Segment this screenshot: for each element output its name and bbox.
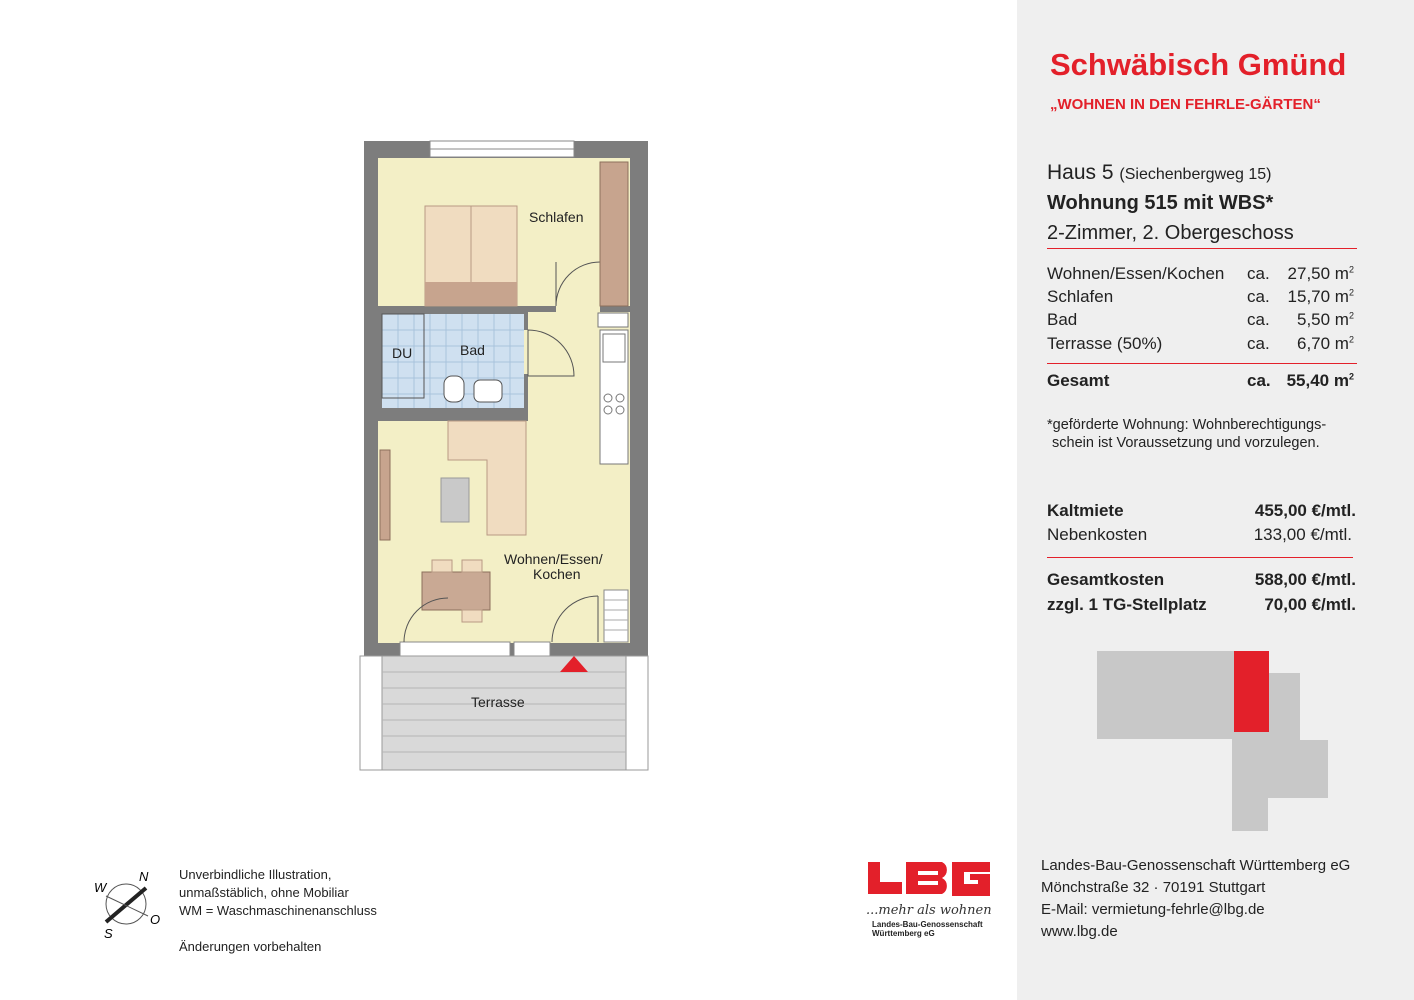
total-cost-value: 588,00 €/mtl.	[1254, 570, 1356, 589]
total-cost-label: Gesamtkosten	[1047, 570, 1165, 589]
total-value-text: 55,40 m	[1286, 371, 1349, 390]
wbs-note	[1047, 416, 1326, 452]
label-schlafen: Schlafen	[529, 209, 584, 225]
area-value: 6,70 m	[1297, 334, 1349, 353]
company-name: Landes-Bau-Genossenschaft Württemberg eG	[1041, 857, 1351, 874]
total-value	[1270, 371, 1354, 391]
area-value-0	[1270, 264, 1354, 284]
total-label: Gesamt	[1047, 371, 1110, 390]
info-sidebar	[1017, 0, 1414, 1000]
divider-2	[1047, 363, 1357, 364]
area-value: 27,50 m	[1287, 264, 1349, 283]
highlighted-house	[1234, 651, 1269, 732]
cost-value-0: 455,00 €/mtl.	[1254, 501, 1356, 520]
area-room: Terrasse (50%)	[1047, 334, 1163, 353]
area-room: Wohnen/Essen/Kochen	[1047, 264, 1225, 283]
area-row-2	[1047, 310, 1077, 330]
cost-value-1: 133,00 €/mtl.	[1253, 525, 1352, 544]
city-title: Schwäbisch Gmünd	[1050, 47, 1347, 82]
disclaimer-line-4: Änderungen vorbehalten	[179, 939, 322, 954]
house-name: Haus 5	[1047, 161, 1114, 184]
disclaimer-line-3: WM = Waschmaschinenanschluss	[179, 903, 377, 918]
company-footer	[1041, 855, 1350, 943]
label-terrasse: Terrasse	[471, 694, 525, 710]
area-ca-3: ca.	[1247, 334, 1270, 353]
lbg-slogan: ...mehr als wohnen	[866, 903, 992, 918]
disclaimer-line-1: Unverbindliche Illustration,	[179, 867, 332, 882]
total-unit-sup: 2	[1348, 371, 1354, 382]
label-bad: Bad	[460, 342, 485, 358]
total-ca: ca.	[1247, 371, 1271, 390]
wbs-note-line-2: schein ist Voraussetzung und vorzulegen.	[1052, 435, 1320, 451]
divider-3	[1047, 557, 1353, 558]
lbg-line-2: Württemberg eG	[872, 929, 935, 938]
toilet	[444, 376, 464, 402]
area-unit-sup: 2	[1348, 287, 1354, 298]
area-unit-sup: 2	[1348, 264, 1354, 275]
company-street: Mönchstraße 32 · 70191 Stuttgart	[1041, 879, 1266, 896]
area-value-3	[1270, 334, 1354, 354]
lbg-logo-mark	[864, 860, 992, 896]
cost-label-1: Nebenkosten	[1047, 525, 1148, 544]
area-value-1	[1270, 287, 1354, 307]
area-value: 5,50 m	[1297, 310, 1349, 329]
compass-n: N	[139, 869, 149, 884]
area-value-2	[1270, 310, 1354, 330]
area-row-0	[1047, 264, 1224, 284]
site-plan	[1090, 645, 1335, 837]
label-du: DU	[392, 345, 413, 361]
area-room: Bad	[1047, 310, 1078, 329]
disclaimer-line-2: unmaßstäblich, ohne Mobiliar	[179, 885, 349, 900]
cost-label-0: Kaltmiete	[1047, 501, 1124, 520]
disclaimer	[179, 866, 377, 956]
area-row-1	[1047, 287, 1113, 307]
wbs-note-line-1: *geförderte Wohnung: Wohnberechtigungs-	[1047, 417, 1327, 433]
label-wohnen-1: Wohnen/Essen/	[504, 551, 603, 567]
parking-label: zzgl. 1 TG-Stellplatz	[1047, 595, 1207, 614]
apartment-title: Wohnung 515 mit WBS*	[1047, 192, 1274, 214]
area-unit-sup: 2	[1348, 334, 1354, 345]
compass-s: S	[104, 926, 113, 941]
label-wohnen-2: Kochen	[533, 566, 581, 582]
wardrobe	[600, 162, 628, 306]
company-web[interactable]: www.lbg.de	[1041, 923, 1118, 940]
house-address: (Siechenbergweg 15)	[1119, 166, 1272, 183]
parking-value: 70,00 €/mtl.	[1264, 595, 1356, 614]
building-block-c	[1232, 740, 1328, 798]
tv-board	[380, 450, 390, 540]
floor-plan	[355, 138, 655, 774]
compass-o: O	[150, 912, 161, 927]
compass-w: W	[94, 880, 107, 895]
dining-table	[422, 572, 490, 610]
company-email[interactable]: E-Mail: vermietung-fehrle@lbg.de	[1041, 901, 1265, 918]
building-block-d	[1232, 795, 1268, 831]
terrace	[360, 656, 648, 770]
area-ca-2: ca.	[1247, 310, 1270, 329]
washbasin	[474, 380, 502, 402]
area-unit-sup: 2	[1348, 310, 1354, 321]
project-subtitle: „WOHNEN IN DEN FEHRLE-GÄRTEN“	[1050, 96, 1321, 113]
building-block-a	[1097, 651, 1237, 739]
area-value: 15,70 m	[1287, 287, 1349, 306]
lbg-logo	[864, 860, 994, 938]
coffee-table	[441, 478, 469, 522]
area-row-3	[1047, 334, 1162, 354]
area-ca-0: ca.	[1247, 264, 1270, 283]
divider-1	[1047, 248, 1357, 249]
lbg-line-1: Landes-Bau-Genossenschaft	[872, 920, 983, 929]
area-room: Schlafen	[1047, 287, 1114, 306]
area-ca-1: ca.	[1247, 287, 1270, 306]
house-line	[1047, 161, 1271, 185]
rooms-floor: 2-Zimmer, 2. Obergeschoss	[1047, 222, 1294, 244]
compass	[90, 866, 170, 946]
